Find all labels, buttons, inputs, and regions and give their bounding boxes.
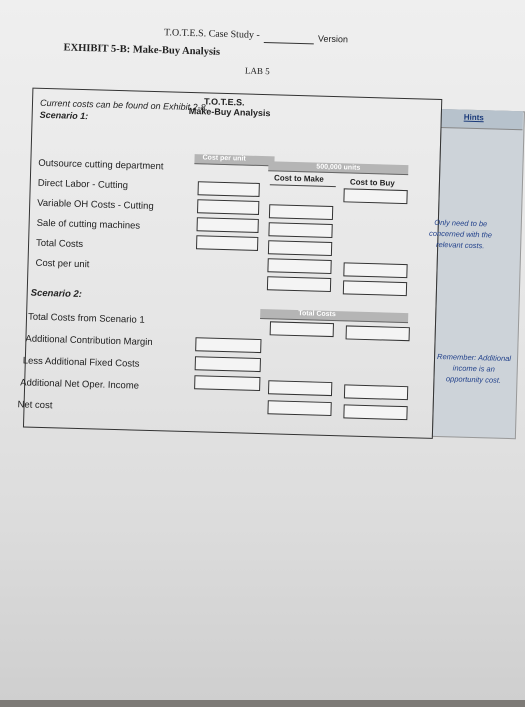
row-net-cost: Net cost <box>17 399 53 412</box>
cpu-direct-labor-input[interactable] <box>197 199 259 215</box>
cost-to-buy-header: Cost to Buy <box>349 177 395 188</box>
exhibit-title: EXHIBIT 5-B: Make-Buy Analysis <box>63 42 221 58</box>
hints-column <box>432 109 525 439</box>
hints-label: Hints <box>463 112 484 123</box>
row-outsource-cutting: Outsource cutting department <box>38 157 164 173</box>
row-additional-contribution-margin: Additional Contribution Margin <box>25 333 153 349</box>
row-additional-net-oper-income: Additional Net Oper. Income <box>20 377 140 392</box>
row-sale-machines: Sale of cutting machines <box>36 217 141 232</box>
make-total-costs-input[interactable] <box>267 258 331 274</box>
hint-relevant-costs: Only need to be concerned with the relevant costs. <box>428 217 493 251</box>
cost-per-unit-header: Cost per unit <box>202 154 246 163</box>
scenario-2-label: Scenario 2: <box>30 287 83 301</box>
worksheet-title: Make-Buy Analysis <box>188 105 271 119</box>
make-net-cost-input[interactable] <box>267 400 331 416</box>
contribution-margin-input[interactable] <box>195 337 261 353</box>
cost-to-make-header: Cost to Make <box>273 173 324 184</box>
total-costs-header: Total Costs <box>298 310 336 319</box>
make-scenario1-total-input[interactable] <box>270 321 334 337</box>
row-direct-labor: Direct Labor - Cutting <box>37 177 129 192</box>
cpu-variable-oh-input[interactable] <box>196 217 258 233</box>
fixed-costs-input[interactable] <box>195 356 261 372</box>
exhibit-note: Current costs can be found on Exhibit 2-8. <box>39 97 209 113</box>
version-label: Version <box>317 33 349 45</box>
buy-total-costs-input[interactable] <box>343 262 407 278</box>
make-net-oper-income-input[interactable] <box>268 380 332 396</box>
buy-outsource-input[interactable] <box>343 188 407 204</box>
lab-label: LAB 5 <box>244 65 270 77</box>
make-sale-machines-input[interactable] <box>268 240 332 256</box>
case-study-title: T.O.T.E.S. Case Study - <box>163 27 260 41</box>
buy-net-cost-input[interactable] <box>343 404 407 420</box>
scenario-1-label: Scenario 1: <box>39 109 89 122</box>
make-cost-per-unit-input[interactable] <box>267 276 331 292</box>
hint-opportunity-cost: Remember: Additional income is an opportunity cost. <box>437 351 512 385</box>
make-direct-labor-input[interactable] <box>269 204 333 220</box>
cpu-sale-machines-input[interactable] <box>196 235 258 251</box>
buy-scenario1-total-input[interactable] <box>346 325 410 341</box>
row-less-fixed-costs: Less Additional Fixed Costs <box>22 355 140 370</box>
row-total-costs-scenario-1: Total Costs from Scenario 1 <box>27 311 145 326</box>
buy-cost-per-unit-input[interactable] <box>343 280 407 296</box>
row-total-costs: Total Costs <box>35 237 84 251</box>
units-header: 500,000 units <box>316 163 361 172</box>
buy-net-oper-income-input[interactable] <box>344 384 408 400</box>
worksheet-company: T.O.T.E.S. <box>203 96 245 108</box>
row-cost-per-unit: Cost per unit <box>35 257 90 271</box>
version-blank-line <box>264 42 314 44</box>
net-oper-income-input[interactable] <box>194 375 260 391</box>
cpu-outsource-input[interactable] <box>198 181 260 197</box>
row-variable-oh: Variable OH Costs - Cutting <box>37 197 154 213</box>
make-variable-oh-input[interactable] <box>268 222 332 238</box>
